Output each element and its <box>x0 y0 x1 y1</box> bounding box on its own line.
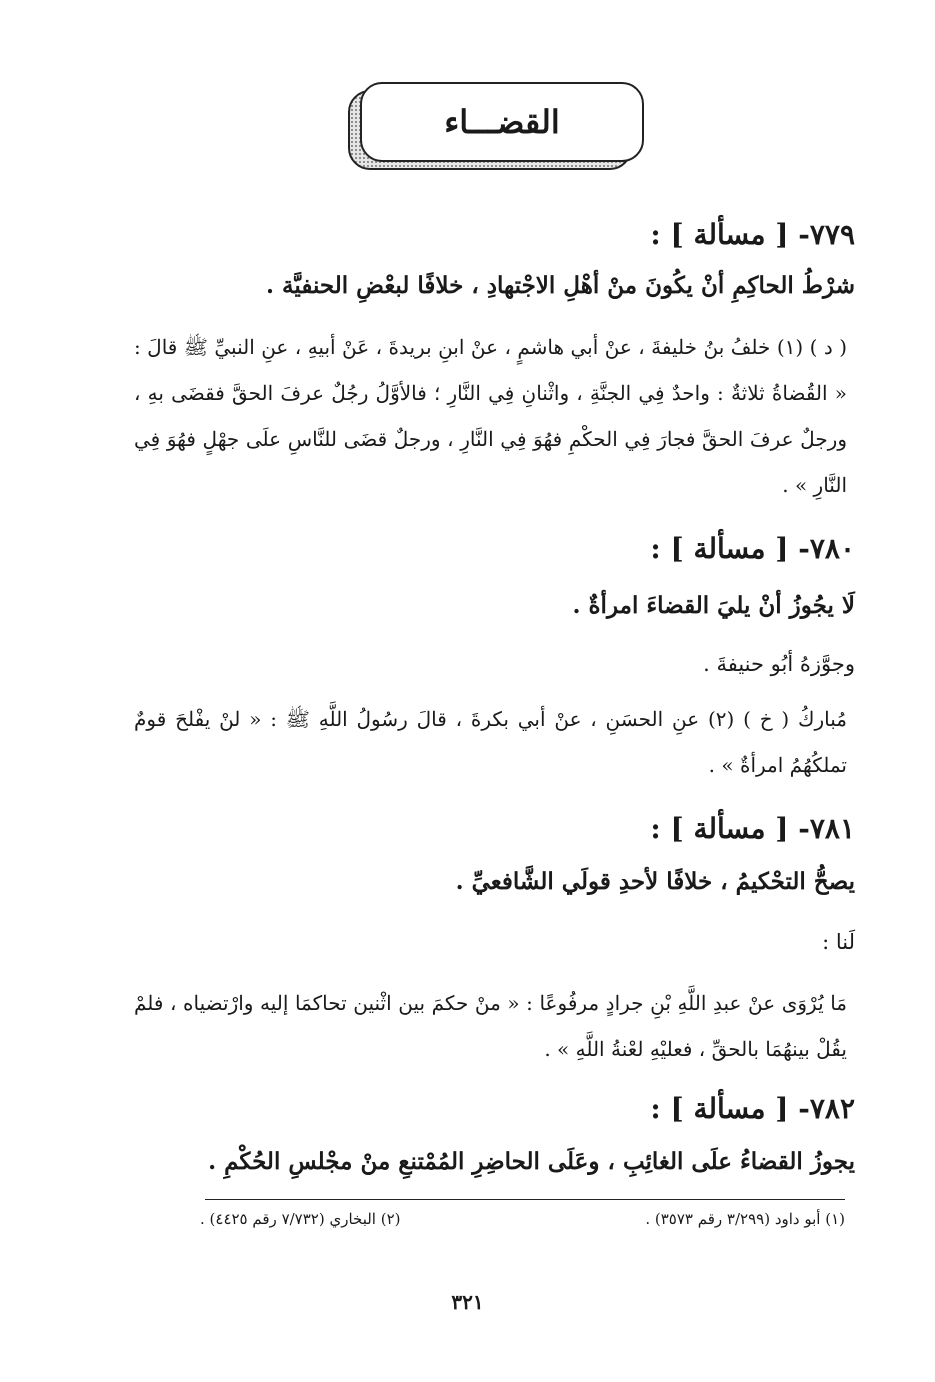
footnote-2: (٢) البخاري (٧/٧٣٢ رقم ٤٤٢٥) . <box>200 1210 401 1228</box>
section-note-781: لَنا : <box>822 930 855 954</box>
section-ruling-782: يجوزُ القضاءُ علَى الغائِبِ ، وعَلَى الحاضِرِ المُمْتنعِ منْ مجْلسِ الحُكْمِ . <box>208 1148 855 1175</box>
section-ruling-780: لَا يجُوزُ أنْ يليَ القضاءَ امرأةٌ . <box>572 592 855 619</box>
page-number: ٣٢١ <box>451 1290 484 1314</box>
section-evidence-780: مُباركُ ( خ ) (٢) عنِ الحسَنِ ، عنْ أبي بكرةَ ، قالَ رسُولُ اللَّهِ ﷺ : « لنْ يفْلحَ قومٌ تملكُهُمُ امرأةٌ » . <box>134 707 847 777</box>
section-evidence-779: ( د ) (١) خلفُ بنُ خليفةَ ، عنْ أبي هاشمٍ ، عنْ ابنِ بريدةَ ، عَنْ أبيهِ ، عنِ النبيِّ ﷺ قالَ : « القُضاةُ ثلاثةٌ : واحدٌ فِي الجنَّةِ ، واثْنانِ فِي النَّارِ ؛ فالأوَّلُ رجُلٌ عرفَ الحقَّ فقضَى بهِ ، ورجلٌ عرفَ الحقَّ فجارَ فِي الحكْمِ فهُوَ فِي النَّارِ ، ورجلٌ قضَى للنَّاسِ علَى جهْلٍ فهُوَ فِي النَّارِ » . <box>134 335 848 497</box>
footnotes <box>200 1210 845 1228</box>
chapter-title: القضـــاء <box>444 103 560 141</box>
section-heading-779: ٧٧٩- [ مسألة ] : <box>650 218 855 251</box>
section-note-780: وجوَّزهُ أبُو حنيفةَ . <box>703 652 855 676</box>
section-evidence-781: مَا يُرْوَى عنْ عبدِ اللَّهِ بْنِ جرادٍ مرفُوعًا : « منْ حكمَ بين اثْنين تحاكمَا إليه وارْتضياه ، فلمْ يقُلْ بينهُمَا بالحقِّ ، فعليْهِ لعْنةُ اللَّهِ » . <box>134 991 847 1061</box>
section-heading-782: ٧٨٢- [ مسألة ] : <box>650 1092 855 1125</box>
footnote-separator <box>205 1199 845 1200</box>
chapter-title-frame <box>348 82 644 174</box>
footnote-1: (١) أبو داود (٣/٢٩٩ رقم ٣٥٧٣) . <box>645 1210 845 1228</box>
section-ruling-781: يصحُّ التحْكيمُ ، خلافًا لأحدِ قولَي الشَّافعيِّ . <box>455 868 855 895</box>
title-frame-box <box>360 82 644 162</box>
section-heading-780: ٧٨٠- [ مسألة ] : <box>650 532 855 565</box>
section-heading-781: ٧٨١- [ مسألة ] : <box>650 812 855 845</box>
section-ruling-779: شرْطُ الحاكِمِ أنْ يكُونَ منْ أهْلِ الاجْتهادِ ، خلافًا لبعْضِ الحنفيَّة . <box>266 272 855 299</box>
